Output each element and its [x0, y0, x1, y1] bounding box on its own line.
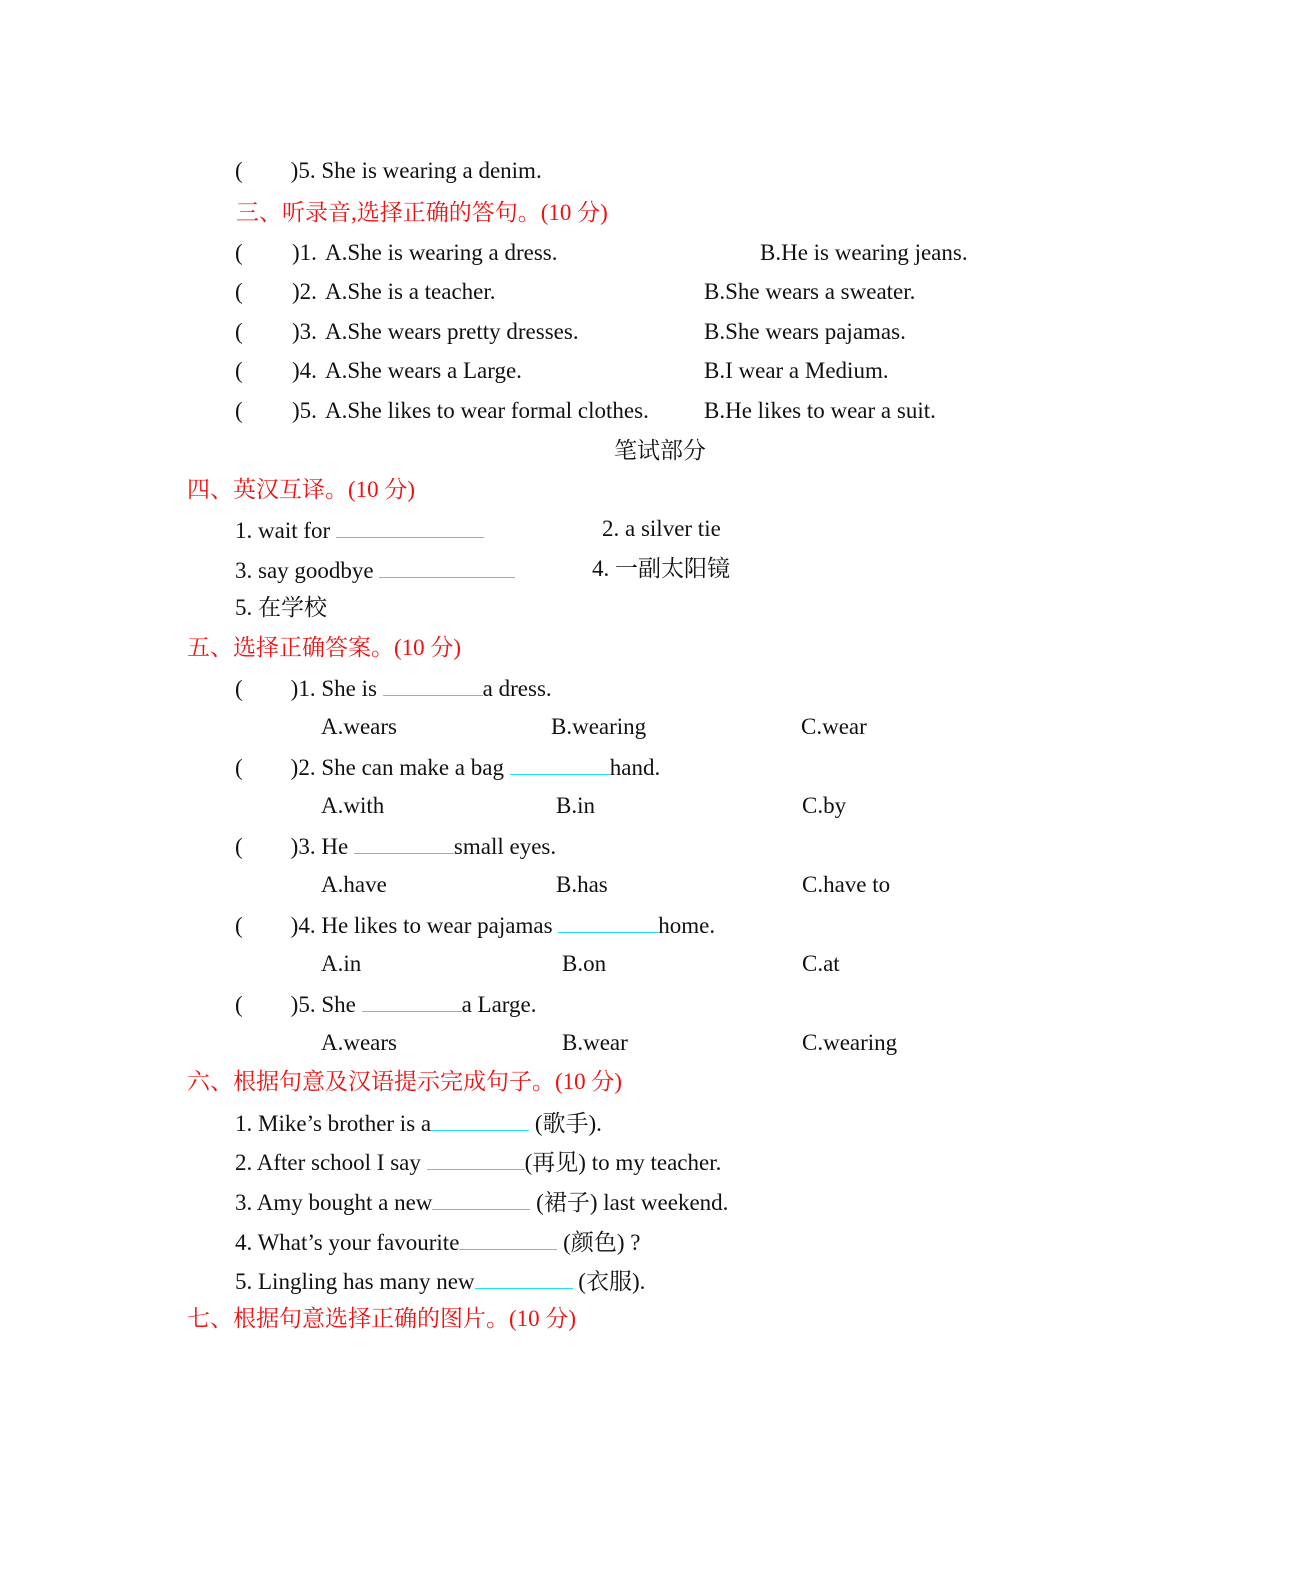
question-text: )5. She [290, 992, 362, 1017]
answer-blank[interactable] [459, 1227, 557, 1250]
sec4-item-1 [235, 515, 484, 545]
option-a: A.with [321, 793, 385, 818]
answer-blank[interactable] [475, 1266, 573, 1289]
option-a: A.She is a teacher. [325, 279, 496, 304]
sec4-item-2: 2. a silver tie [602, 516, 721, 541]
sec5-options-2 [321, 792, 847, 820]
section-6-title: 六、根据句意及汉语提示完成句子。(10 分) [187, 1069, 623, 1094]
option-a: A.wears [321, 1030, 397, 1055]
answer-blank[interactable] [354, 831, 454, 854]
sentence-end: (裙子) last weekend. [530, 1190, 729, 1215]
sec5-options-1 [321, 713, 867, 741]
question-text-end: hand. [609, 755, 661, 780]
answer-blank[interactable] [432, 1187, 530, 1210]
sentence-start: 1. Mike’s brother is a [235, 1111, 432, 1136]
item-num: )2. [292, 279, 317, 304]
question-text: )2. She can make a bag [290, 755, 510, 780]
sec6-item-3 [235, 1187, 728, 1217]
question-text: )1. She is [290, 676, 383, 701]
sec4-item-3 [235, 555, 515, 585]
item-num: )5. [292, 398, 317, 423]
sec3-item-2: ( )2. A.She is a teacher. B.She wears a sweater. [235, 279, 916, 304]
option-b: B.has [556, 872, 608, 897]
answer-blank[interactable] [510, 752, 610, 775]
question-text: )3. He [290, 834, 354, 859]
answer-blank[interactable] [427, 1147, 525, 1170]
option-b: B.in [556, 793, 595, 818]
answer-paren: ( [235, 158, 243, 183]
option-a: A.She wears pretty dresses. [325, 319, 579, 344]
sec6-item-4 [235, 1227, 640, 1257]
section-7-title: 七、根据句意选择正确的图片。(10 分) [187, 1306, 577, 1331]
question-text-end: small eyes. [453, 834, 557, 859]
sentence-start: 3. Amy bought a new [235, 1190, 433, 1215]
sec4-item-4: 4. 一副太阳镜 [592, 556, 730, 581]
sec5-options-5 [321, 1029, 898, 1057]
answer-blank[interactable] [336, 515, 484, 538]
option-c: C.have to [802, 872, 891, 897]
option-b: B.wear [562, 1030, 628, 1055]
option-c: C.wear [801, 714, 867, 739]
option-c: C.wearing [802, 1030, 898, 1055]
item-text: 3. say goodbye [235, 558, 374, 583]
sentence-start: 4. What’s your favourite [235, 1230, 460, 1255]
item-text: 1. wait for [235, 518, 331, 543]
question-text: )4. He likes to wear pajamas [290, 913, 559, 938]
sentence-start: 2. After school I say [235, 1150, 427, 1175]
item-num: )3. [292, 319, 317, 344]
sec6-item-2 [235, 1147, 721, 1177]
option-c: C.at [802, 951, 840, 976]
answer-blank[interactable] [558, 910, 658, 933]
option-b: B.She wears a sweater. [704, 279, 916, 304]
sentence-end: (再见) to my teacher. [524, 1150, 722, 1175]
sec6-item-1 [235, 1108, 602, 1138]
question-text-end: home. [658, 913, 716, 938]
option-a: A.She is wearing a dress. [325, 240, 558, 265]
sec3-item-5: ( )5. A.She likes to wear formal clothes. B.He likes to wear a suit. [235, 398, 936, 423]
section-5-title: 五、选择正确答案。(10 分) [187, 635, 462, 660]
sentence-start: 5. Lingling has many new [235, 1269, 475, 1294]
sec6-item-5 [235, 1266, 645, 1296]
sec5-item-1: ( )1. She is a dress. [235, 673, 552, 703]
sec5-item-2: ( )2. She can make a bag hand. [235, 752, 660, 782]
sec3-item-4: ( )4. A.She wears a Large. B.I wear a Medium. [235, 358, 889, 383]
option-a: A.have [321, 872, 387, 897]
option-a: A.She likes to wear formal clothes. [325, 398, 649, 423]
sec5-item-3: ( )3. He small eyes. [235, 831, 556, 861]
sec5-options-3 [321, 871, 891, 899]
sec3-item-3: ( )3. A.She wears pretty dresses. B.She wears pajamas. [235, 319, 906, 344]
sec3-item-1: ( )1. A.She is wearing a dress. B.He is wearing jeans. [235, 240, 968, 265]
option-b: B.wearing [551, 714, 647, 739]
answer-blank[interactable] [362, 989, 462, 1012]
section-3-title: 三、听录音,选择正确的答句。(10 分) [236, 200, 608, 225]
sentence-end: (歌手). [529, 1111, 602, 1136]
option-c: C.by [802, 793, 847, 818]
option-b: B.I wear a Medium. [704, 358, 889, 383]
option-b: B.She wears pajamas. [704, 319, 906, 344]
option-b: B.He is wearing jeans. [760, 240, 968, 265]
question-text-end: a dress. [482, 676, 552, 701]
option-a: A.wears [321, 714, 397, 739]
sec5-item-5: ( )5. She a Large. [235, 989, 537, 1019]
sec5-options-4 [321, 950, 840, 978]
question-text: )5. She is wearing a denim. [290, 158, 542, 183]
answer-blank[interactable] [431, 1108, 529, 1131]
written-part-heading: 笔试部分 [614, 438, 706, 463]
option-b: B.He likes to wear a suit. [704, 398, 936, 423]
question-text-end: a Large. [461, 992, 537, 1017]
answer-blank[interactable] [379, 555, 515, 578]
prev-item-5 [235, 157, 542, 185]
sec4-item-5: 5. 在学校 [235, 595, 327, 620]
item-num: )1. [292, 240, 317, 265]
sentence-end: (颜色) ? [557, 1230, 641, 1255]
option-a: A.She wears a Large. [325, 358, 522, 383]
option-a: A.in [321, 951, 362, 976]
sec5-item-4: ( )4. He likes to wear pajamas home. [235, 910, 715, 940]
section-4-title: 四、英汉互译。(10 分) [187, 477, 416, 502]
item-num: )4. [292, 358, 317, 383]
answer-blank[interactable] [383, 673, 483, 696]
option-b: B.on [562, 951, 607, 976]
sentence-end: (衣服). [572, 1269, 646, 1294]
